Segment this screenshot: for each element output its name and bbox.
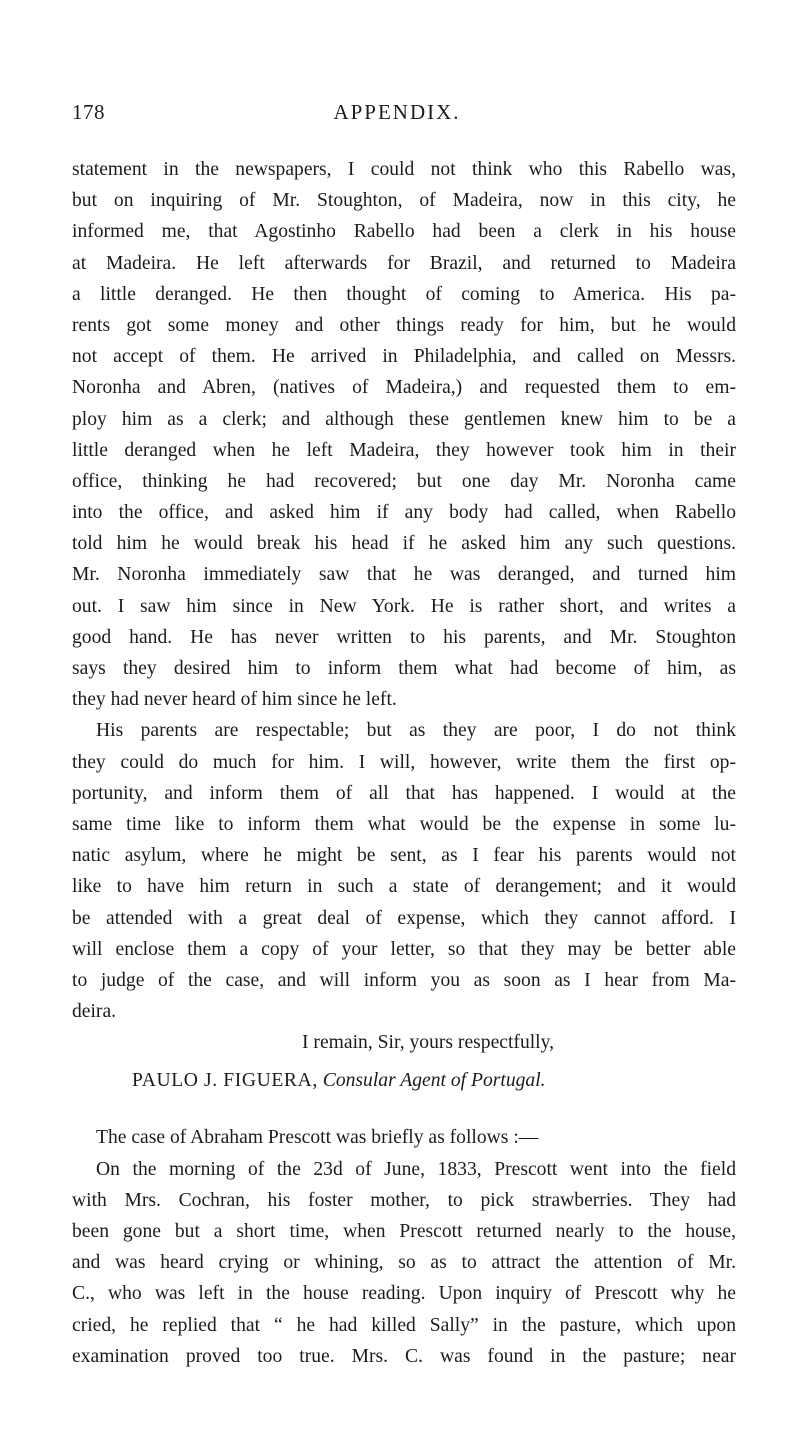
text-line: deira. <box>72 1001 117 1023</box>
text-line: cried, he replied that “ he had killed Sally” in the pasture, which upon <box>72 1314 736 1336</box>
text-line: informed me, that Agostinho Rabello had been a clerk in his house <box>72 221 736 243</box>
text-line: told him he would break his head if he asked him any such questions. <box>72 533 736 555</box>
text-line: examination proved too true. Mrs. C. was found in the pasture; near <box>72 1345 736 1367</box>
body-text <box>72 154 736 1372</box>
signature-name: PAULO J. FIGUERA, <box>132 1070 318 1092</box>
letter-paragraph-2 <box>72 715 736 1027</box>
text-line: statement in the newspapers, I could not think who this Rabello was, <box>72 159 736 180</box>
text-line: into the office, and asked him if any body had called, when Rabello <box>72 502 736 524</box>
text-line: be attended with a great deal of expense, which they cannot afford. I <box>72 907 736 929</box>
text-line: they could do much for him. I will, however, write them the first op- <box>72 751 736 773</box>
text-line: a little deranged. He then thought of coming to America. His pa- <box>72 283 736 305</box>
text-line: to judge of the case, and will inform you as soon as I hear from Ma- <box>72 969 736 991</box>
text-line: same time like to inform them what would be the expense in some lu- <box>72 813 736 835</box>
text-line: ploy him as a clerk; and although these gentlemen knew him to be a <box>72 408 736 430</box>
text-line: says they desired him to inform them what had become of him, as <box>72 658 736 679</box>
signature-title: Consular Agent of Portugal. <box>322 1070 546 1092</box>
text-line: little deranged when he left Madeira, they however took him in their <box>72 439 736 461</box>
text-line: at Madeira. He left afterwards for Brazil, and returned to Madeira <box>72 252 736 274</box>
text-line: with Mrs. Cochran, his foster mother, to pick strawberries. They had <box>72 1189 736 1211</box>
text-line: office, thinking he had recovered; but one day Mr. Noronha came <box>72 470 736 492</box>
text-line: Mr. Noronha immediately saw that he was deranged, and turned him <box>72 564 736 586</box>
text-line: Noronha and Abren, (natives of Madeira,) and requested them to em- <box>72 377 736 399</box>
letter-paragraph-1 <box>72 154 736 715</box>
text-line: The case of Abraham Prescott was briefly as follows :— <box>96 1127 539 1149</box>
text-line: they had never heard of him since he left. <box>72 689 397 711</box>
text-line: portunity, and inform them of all that has happened. I would at the <box>72 782 736 804</box>
text-line: natic asylum, where he might be sent, as I fear his parents would not <box>72 845 736 867</box>
text-line: rents got some money and other things ready for him, but he would <box>72 314 736 336</box>
text-line: On the morning of the 23d of June, 1833, Prescott went into the field <box>96 1158 736 1180</box>
text-line: and was heard crying or whining, so as to attract the attention of Mr. <box>72 1252 736 1274</box>
text-line: not accept of them. He arrived in Philadelphia, and called on Messrs. <box>72 346 736 368</box>
letter-closing: I remain, Sir, yours respectfully, <box>302 1032 555 1054</box>
section-gap <box>72 1099 736 1122</box>
text-line: like to have him return in such a state of derangement; and it would <box>72 876 736 898</box>
text-line: will enclose them a copy of your letter, so that they may be better able <box>72 938 736 960</box>
page-number: 178 <box>72 100 105 124</box>
running-head: APPENDIX. <box>333 100 461 124</box>
text-line: good hand. He has never written to his parents, and Mr. Stoughton <box>72 626 736 648</box>
letter-signature <box>72 1058 736 1099</box>
prescott-paragraph <box>72 1122 736 1372</box>
text-line: His parents are respectable; but as they are poor, I do not think <box>96 720 736 742</box>
text-line: C., who was left in the house reading. Upon inquiry of Prescott why he <box>72 1283 736 1305</box>
text-line: been gone but a short time, when Prescott returned nearly to the house, <box>72 1221 736 1242</box>
text-line: but on inquiring of Mr. Stoughton, of Madeira, now in this city, he <box>72 190 736 212</box>
page-header <box>72 100 722 140</box>
text-line: out. I saw him since in New York. He is rather short, and writes a <box>72 595 736 617</box>
